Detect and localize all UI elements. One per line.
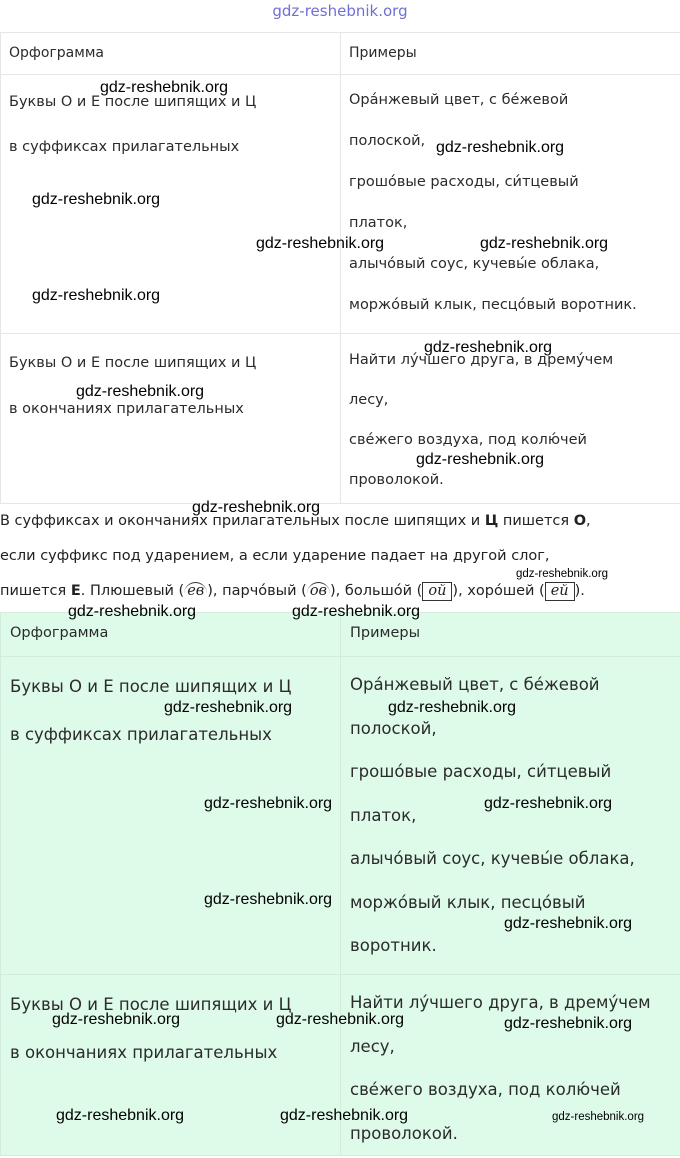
example-line: полоской, bbox=[350, 718, 437, 738]
watermark: gdz-reshebnik.org bbox=[504, 1015, 633, 1032]
watermark: gdz-reshebnik.org bbox=[76, 383, 205, 400]
example-line: лесу, bbox=[349, 392, 389, 408]
watermark: gdz-reshebnik.org bbox=[256, 235, 385, 252]
example-line: Найти лу́чшего друга, в дрему́чем bbox=[350, 993, 651, 1012]
text: пишется bbox=[498, 513, 574, 529]
watermark: gdz-reshebnik.org bbox=[388, 699, 517, 716]
rule-line: в суффиксах прилагательных bbox=[9, 139, 240, 155]
example-line: моржо́вый клык, песцо́вый bbox=[350, 892, 586, 912]
rule-line: Буквы О и Е после шипящих и Ц bbox=[9, 94, 257, 110]
paragraph-line bbox=[0, 504, 680, 539]
watermark: gdz-reshebnik.org bbox=[504, 915, 633, 932]
text: ). bbox=[574, 583, 585, 599]
watermark: gdz-reshebnik.org bbox=[52, 1011, 181, 1028]
watermark: gdz-reshebnik.org bbox=[416, 451, 545, 468]
rule-line: Буквы О и Е после шипящих и Ц bbox=[9, 355, 257, 371]
rule-line: в окончаниях прилагательных bbox=[10, 1043, 278, 1062]
rule-line: Буквы О и Е после шипящих и Ц bbox=[10, 995, 292, 1014]
ending-mark: ей bbox=[545, 582, 575, 601]
ending-mark: ой bbox=[422, 582, 452, 601]
watermark: gdz-reshebnik.org bbox=[480, 235, 609, 252]
watermark: gdz-reshebnik.org bbox=[164, 699, 293, 716]
watermark: gdz-reshebnik.org bbox=[552, 1111, 645, 1123]
watermark: gdz-reshebnik.org bbox=[56, 1107, 185, 1124]
watermark: gdz-reshebnik.org bbox=[32, 287, 161, 304]
header-examples: Примеры bbox=[341, 613, 680, 657]
table-row bbox=[1, 334, 680, 504]
example-line: воротник. bbox=[350, 936, 437, 955]
watermark: gdz-reshebnik.org bbox=[68, 603, 197, 620]
example-line: платок, bbox=[350, 805, 417, 825]
table-row bbox=[1, 975, 680, 1156]
example-line: проволокой. bbox=[350, 1123, 458, 1143]
spelling-table-original bbox=[0, 32, 680, 504]
example-line: све́жего воздуха, под колю́чей bbox=[350, 1080, 621, 1099]
bold-letter: О bbox=[573, 513, 587, 529]
examples-cell bbox=[341, 334, 680, 504]
example-line: све́жего воздуха, под колю́чей bbox=[349, 432, 587, 448]
text: ), хоро́шей ( bbox=[452, 583, 545, 599]
suffix-mark: ов bbox=[307, 582, 330, 599]
text: В суффиксах и окончаниях прилагательных после шипящих и bbox=[0, 513, 485, 529]
example-line: грошо́вые расходы, си́тцевый bbox=[350, 762, 612, 781]
text: если суффикс под ударением, а если ударение падает на другой слог, bbox=[0, 548, 550, 564]
text: . Плюшевый ( bbox=[80, 583, 185, 599]
header-examples: Примеры bbox=[341, 33, 680, 75]
rule-paragraph bbox=[0, 504, 680, 609]
text: ), парчо́вый ( bbox=[207, 583, 307, 599]
text: пишется bbox=[0, 583, 71, 599]
example-line: Ора́нжевый цвет, с бе́жевой bbox=[350, 675, 600, 694]
example-line: Найти лу́чшего друга, в дрему́чем bbox=[349, 352, 614, 368]
rule-cell bbox=[1, 975, 341, 1156]
bold-letter: Е bbox=[70, 583, 81, 599]
bold-letter: Ц bbox=[484, 513, 499, 529]
text: , bbox=[586, 513, 591, 529]
site-link[interactable]: gdz-reshebnik.org bbox=[272, 2, 408, 20]
table-header-row bbox=[1, 33, 680, 75]
watermark: gdz-reshebnik.org bbox=[280, 1107, 409, 1124]
header-orthogram: Орфограмма bbox=[1, 33, 341, 75]
watermark: gdz-reshebnik.org bbox=[32, 191, 161, 208]
watermark: gdz-reshebnik.org bbox=[204, 795, 333, 812]
example-line: алычо́вый соус, кучевы́е облака, bbox=[349, 256, 600, 272]
watermark: gdz-reshebnik.org bbox=[204, 891, 333, 908]
example-line: проволокой. bbox=[349, 472, 444, 488]
example-line: алычо́вый соус, кучевы́е облака, bbox=[350, 849, 635, 868]
header-orthogram: Орфограмма bbox=[1, 613, 341, 657]
rule-line: в суффиксах прилагательных bbox=[10, 725, 272, 744]
text: ), большо́й ( bbox=[330, 583, 423, 599]
watermark: gdz-reshebnik.org bbox=[484, 795, 613, 812]
watermark: gdz-reshebnik.org bbox=[276, 1011, 405, 1028]
example-line: полоской, bbox=[349, 133, 426, 149]
watermark: gdz-reshebnik.org bbox=[292, 603, 421, 620]
rule-cell bbox=[1, 334, 341, 504]
suffix-mark: ев bbox=[184, 582, 207, 599]
watermark: gdz-reshebnik.org bbox=[100, 79, 229, 96]
example-line: платок, bbox=[349, 215, 408, 231]
examples-cell bbox=[341, 75, 680, 334]
example-line: Ора́нжевый цвет, с бе́жевой bbox=[349, 92, 569, 108]
example-line: моржо́вый клык, песцо́вый воротник. bbox=[349, 297, 637, 313]
watermark: gdz-reshebnik.org bbox=[192, 499, 321, 516]
watermark: gdz-reshebnik.org bbox=[516, 568, 609, 580]
rule-line: Буквы О и Е после шипящих и Ц bbox=[10, 677, 292, 696]
examples-cell bbox=[341, 975, 680, 1156]
example-line: лесу, bbox=[350, 1036, 395, 1056]
rule-line: в окончаниях прилагательных bbox=[9, 401, 244, 417]
spelling-table-answer bbox=[0, 612, 680, 1156]
example-line: грошо́вые расходы, си́тцевый bbox=[349, 174, 579, 190]
watermark: gdz-reshebnik.org bbox=[424, 339, 553, 356]
watermark: gdz-reshebnik.org bbox=[436, 139, 565, 156]
